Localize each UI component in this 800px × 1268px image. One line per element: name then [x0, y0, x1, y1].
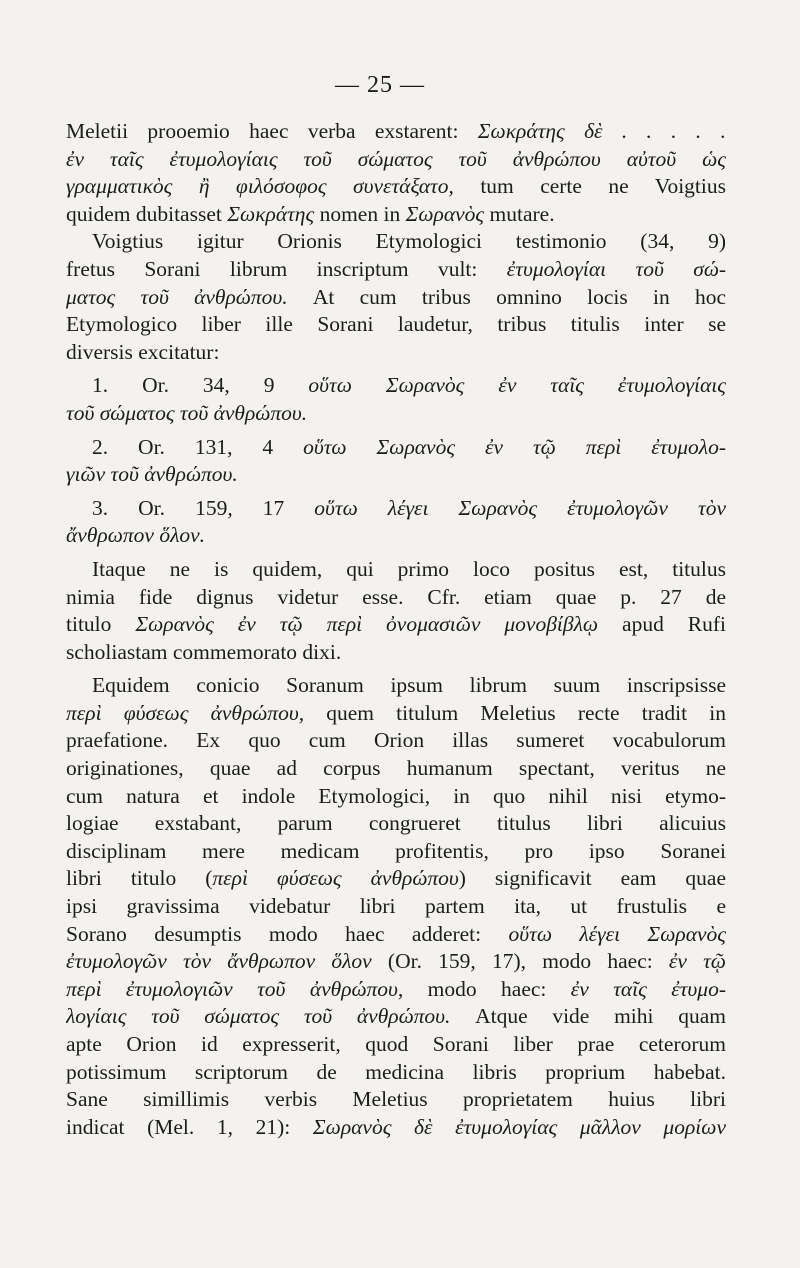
text-line: [66, 948, 726, 976]
text-line: [66, 372, 726, 400]
greek-text: Σωρανὸς: [405, 201, 485, 226]
latin-text: Sorano desumptis modo haec adderet:: [66, 921, 509, 946]
greek-text: Σωρανὸς δὲ ἐτυμολογίας μᾶλλον μορίων: [312, 1114, 726, 1139]
latin-text: indicat (Mel. 1, 21):: [66, 1114, 313, 1139]
text-line: [66, 611, 726, 639]
latin-text: Atque vide mihi quam: [450, 1004, 726, 1029]
latin-text: apte Orion id expresserit, quod Sorani liber prae ceterorum: [66, 1032, 726, 1056]
latin-text: At cum tribus omnino locis in hoc: [287, 284, 726, 309]
text-line: [66, 727, 726, 755]
greek-text: ἐτυμολογῶν τὸν ἄνθρωπον ὅλον: [66, 949, 372, 974]
latin-text: 2. Or. 131, 4: [92, 434, 304, 459]
text-line: [66, 173, 726, 201]
greek-text: λογίαις τοῦ σώματος τοῦ ἀνθρώπου.: [66, 1004, 451, 1029]
greek-text: ἐν ταῖς ἐτυμο-: [570, 976, 726, 1001]
text-line: [66, 1086, 726, 1114]
latin-text: originationes, quae ad corpus humanum spectant, veritus ne: [66, 756, 726, 781]
latin-text: potissimum scriptorum de medicina libris proprium habebat.: [66, 1059, 726, 1084]
greek-text: περὶ ἐτυμολογιῶν τοῦ ἀνθρώπου,: [66, 976, 404, 1001]
latin-text: ipsi gravissima videbatur libri partem ita, ut frustulis e: [66, 894, 726, 919]
latin-text: Sane simillimis verbis Meletius proprietatem huius libri: [66, 1087, 726, 1112]
text-line: [66, 921, 726, 949]
latin-text: praefatione. Ex quo cum Orion illas sumeret vocabulorum: [66, 728, 726, 753]
text-line: [66, 256, 726, 284]
latin-text: apud Rufi: [598, 612, 726, 637]
greek-text: οὕτω Σωρανὸς ἐν τῷ περὶ ἐτυμολο-: [303, 434, 726, 459]
latin-text: 1. Or. 34, 9: [92, 373, 309, 398]
text-line: [66, 838, 726, 866]
latin-text: Voigtius igitur Orionis Etymologici testimonio (34, 9): [92, 229, 726, 254]
latin-text: nimia fide dignus videtur esse. Cfr. etiam quae p. 27 de: [66, 584, 726, 609]
text-line: [66, 1031, 726, 1059]
greek-text: ἐτυμολογίαι τοῦ σώ-: [506, 256, 726, 281]
latin-text: ) significavit eam quae: [458, 866, 726, 891]
latin-text: titulo: [66, 612, 136, 637]
text-line: [66, 672, 726, 700]
latin-text: Itaque ne is quidem, qui primo loco positus est, titulus: [92, 556, 726, 581]
text-line: [66, 700, 726, 728]
text-line: [66, 339, 726, 367]
latin-text: (Or. 159, 17), modo haec:: [371, 949, 669, 974]
latin-text: mutare.: [484, 201, 555, 226]
latin-text: quidem dubitasset: [66, 201, 228, 226]
latin-text: Meletii prooemio haec verba exstarent:: [66, 119, 478, 143]
greek-text: Σωρανὸς ἐν τῷ περὶ ὀνομασιῶν μονοβίβλῳ: [135, 612, 599, 637]
latin-text: fretus Sorani librum inscriptum vult:: [66, 256, 507, 281]
greek-text: Σωκράτης: [227, 201, 315, 226]
text-line: [66, 755, 726, 783]
text-line: [66, 556, 726, 584]
text-line: [66, 810, 726, 838]
greek-text: οὕτω Σωρανὸς ἐν ταῖς ἐτυμολογίαις: [308, 373, 726, 398]
text-line: [66, 584, 726, 612]
greek-text: οὕτω λέγει Σωρανὸς ἐτυμολογῶν τὸν: [314, 495, 726, 520]
text-line: [66, 1003, 726, 1031]
page-number: — 25 —: [335, 72, 425, 98]
greek-text: τοῦ σώματος τοῦ ἀνθρώπου.: [66, 400, 308, 425]
greek-text: Σωκράτης δὲ . . . . .: [477, 119, 726, 143]
text-line: [66, 228, 726, 256]
latin-text: nomen in: [314, 201, 406, 226]
latin-text: Equidem conicio Soranum ipsum librum suum inscripsisse: [92, 673, 726, 698]
text-line: [66, 639, 726, 667]
text-line: [66, 434, 726, 462]
text-line: [66, 461, 726, 489]
text-line: [66, 146, 726, 174]
greek-text: ματος τοῦ ἀνθρώπου.: [66, 284, 288, 309]
latin-text: libri titulo (: [66, 866, 213, 891]
text-line: [66, 976, 726, 1004]
text-line: [66, 893, 726, 921]
greek-text: ἄνθρωπον ὅλον.: [66, 523, 206, 548]
latin-text: quem titulum Meletius recte tradit in: [304, 700, 726, 725]
text-line: [66, 783, 726, 811]
greek-text: περὶ φύσεως ἀνθρώπου,: [66, 700, 305, 725]
greek-text: γραμματικὸς ἢ φιλόσοφος συνετάξατο,: [66, 174, 454, 199]
greek-text: ἐν τῷ: [668, 949, 726, 974]
text-line: [66, 522, 726, 550]
latin-text: cum natura et indole Etymologici, in quo nihil nisi etymo-: [66, 783, 726, 808]
text-line: [66, 1059, 726, 1087]
latin-text: logiae exstabant, parum congrueret titulus libri alicuius: [66, 811, 726, 836]
text-line: [66, 311, 726, 339]
latin-text: disciplinam mere medicam profitentis, pro ipso Soranei: [66, 838, 726, 863]
text-line: [66, 495, 726, 523]
text-line: [66, 1114, 726, 1142]
latin-text: Etymologico liber ille Sorani laudetur, tribus titulis inter se: [66, 312, 726, 337]
body-text: [66, 118, 726, 1141]
text-line: [66, 865, 726, 893]
latin-text: tum certe ne Voigtius: [453, 174, 726, 199]
greek-text: ἐν ταῖς ἐτυμολογίαις τοῦ σώματος τοῦ ἀνθρώπου αὐτοῦ ὡς: [66, 146, 726, 171]
text-line: [66, 400, 726, 428]
latin-text: scholiastam commemorato dixi.: [66, 639, 342, 664]
text-line: [66, 118, 726, 146]
latin-text: diversis excitatur:: [66, 339, 220, 364]
text-line: [66, 284, 726, 312]
greek-text: οὕτω λέγει Σωρανὸς: [508, 921, 726, 946]
latin-text: 3. Or. 159, 17: [92, 495, 315, 520]
greek-text: περὶ φύσεως ἀνθρώπου: [212, 866, 459, 891]
latin-text: modo haec:: [403, 976, 571, 1001]
greek-text: γιῶν τοῦ ἀνθρώπου.: [66, 462, 238, 487]
text-line: [66, 201, 726, 229]
